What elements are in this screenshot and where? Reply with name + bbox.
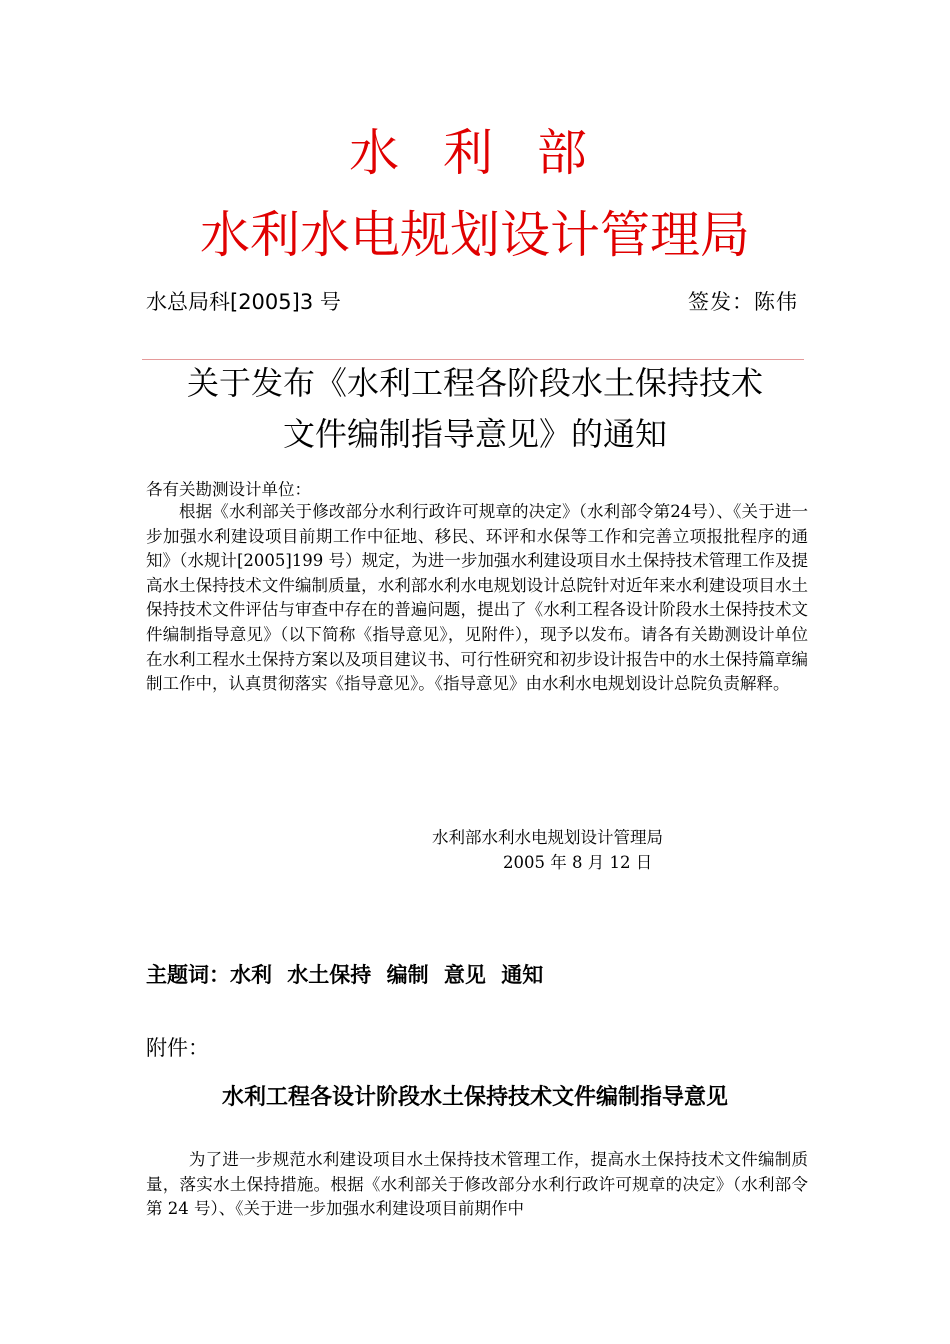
notice-body-paragraph: 根据《水利部关于修改部分水利行政许可规章的决定》（水利部令第24号）、《关于进一步加强水利建设项目前期工作中征地、移民、环评和水保等工作和完善立项报批程序的通知》（水规计[2005]199 号）规定，为进一步加强水利建设项目水土保持技术管理工作及提高水土保持技术文件编制质量，水利部水利水电规划设计总院针对近年来水利建设项目水土保持技术文件评估与审查中存在的普遍问题，提出了《水利工程各设计阶段水土保持技术文件编制指导意见》（以下简称《指导意见》，见附件），现予以发布。请各有关勘测设计单位在水利工程水土保持方案以及项目建议书、可行性研究和初步设计报告中的水土保持篇章编制工作中，认真贯彻落实《指导意见》。《指导意见》由水利水电规划设计总院负责解释。 xyxy=(146,502,808,694)
attachment-title: 水利工程各设计阶段水土保持技术文件编制指导意见 xyxy=(221,1085,728,1110)
letterhead-ministry: 水 利 部 xyxy=(349,124,601,182)
issue-date: 2005 年 8 月 12 日 xyxy=(503,853,653,872)
attachment-body-paragraph: 为了进一步规范水利建设项目水土保持技术管理工作，提高水土保持技术文件编制质量，落实水土保持措施。根据《水利部关于修改部分水利行政许可规章的决定》（水利部令第 24 号）、《关于进一步加强水利建设项目前期作中 xyxy=(146,1150,808,1219)
document-number: 水总局科[2005]3 号 xyxy=(146,290,341,314)
attachment-label: 附件： xyxy=(146,1036,209,1060)
issuer: 水利部水利水电规划设计管理局 xyxy=(432,828,663,847)
salutation: 各有关勘测设计单位： xyxy=(146,480,311,499)
signer: 签发：陈伟 xyxy=(688,290,798,314)
letterhead-bureau: 水利水电规划设计管理局 xyxy=(200,206,750,264)
subject-keywords: 主题词：水利 水土保持 编制 意见 通知 xyxy=(146,963,544,987)
notice-title-line1: 关于发布《水利工程各阶段水土保持技术 xyxy=(186,364,763,402)
notice-title-line2: 文件编制指导意见》的通知 xyxy=(282,415,667,453)
